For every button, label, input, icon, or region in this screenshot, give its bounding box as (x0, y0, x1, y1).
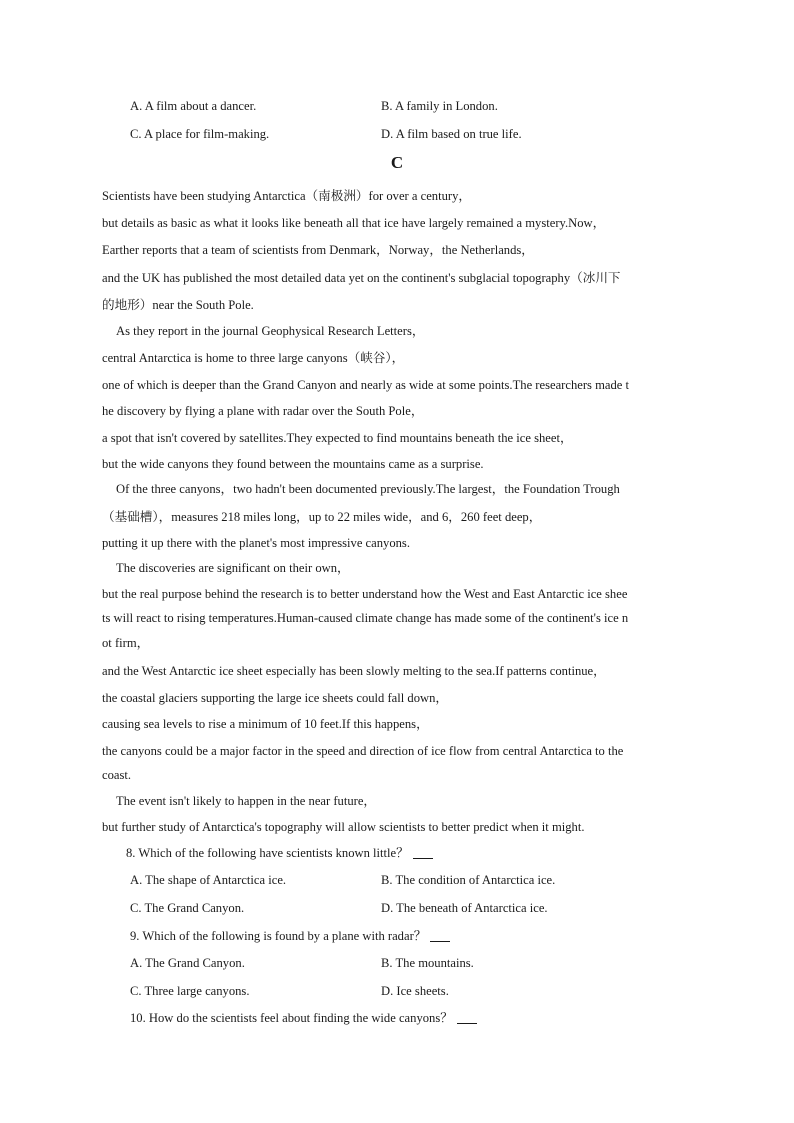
passage-line: ts will react to rising temperatures.Human-caused climate change has made some of the continent's ice n (102, 611, 629, 625)
passage-line: but the wide canyons they found between the mountains came as a surprise. (102, 457, 484, 471)
passage-line: The event isn't likely to happen in the near future， (116, 794, 377, 808)
question-8-option-d: D. The beneath of Antarctica ice. (381, 901, 548, 915)
passage-line: putting it up there with the planet's most impressive canyons. (102, 536, 410, 550)
passage-line: Of the three canyons，two hadn't been documented previously.The largest，the Foundation Trough (116, 482, 620, 496)
question-10-stem (130, 1010, 477, 1026)
passage-line: （基础槽），measures 218 miles long，up to 22 miles wide，and 6，260 feet deep， (102, 510, 542, 524)
passage-line: but the real purpose behind the research is to better understand how the West and East Antarctic ice shee (102, 587, 628, 601)
question-8-stem (126, 845, 433, 861)
question-9-option-c: C. Three large canyons. (130, 984, 250, 998)
passage-line: As they report in the journal Geophysical Research Letters， (116, 324, 425, 338)
question-text: 10. How do the scientists feel about finding the wide canyons？ (130, 1011, 453, 1025)
passage-line: he discovery by flying a plane with radar over the South Pole， (102, 404, 424, 418)
answer-blank[interactable] (430, 940, 450, 942)
passage-line: coast. (102, 768, 132, 782)
passage-line: causing sea levels to rise a minimum of 10 feet.If this happens， (102, 717, 429, 731)
passage-line: but further study of Antarctica's topography will allow scientists to better predict when it might. (102, 820, 585, 834)
passage-line: the coastal glaciers supporting the large ice sheets could fall down， (102, 691, 448, 705)
passage-line: The discoveries are significant on their own， (116, 561, 350, 575)
question-text: 9. Which of the following is found by a plane with radar？ (130, 929, 427, 943)
question-8-option-b: B. The condition of Antarctica ice. (381, 873, 556, 887)
passage-line: central Antarctica is home to three large canyons（峡谷）， (102, 351, 405, 365)
prev-option-c: C. A place for film-making. (130, 127, 270, 141)
passage-line: a spot that isn't covered by satellites.They expected to find mountains beneath the ice sheet， (102, 431, 573, 445)
passage-line: ot firm， (102, 636, 150, 650)
passage-line: the canyons could be a major factor in the speed and direction of ice flow from central Antarctica to the (102, 744, 624, 758)
question-8-option-c: C. The Grand Canyon. (130, 901, 245, 915)
answer-blank[interactable] (457, 1022, 477, 1024)
question-9-stem (130, 928, 450, 944)
passage-line: 的地形）near the South Pole. (102, 298, 254, 312)
answer-blank[interactable] (413, 857, 433, 859)
prev-option-b: B. A family in London. (381, 99, 498, 113)
passage-line: and the UK has published the most detailed data yet on the continent's subglacial topography（冰川下 (102, 271, 621, 285)
question-text: 8. Which of the following have scientists known little？ (126, 846, 409, 860)
section-heading: C (390, 153, 404, 172)
passage-line: and the West Antarctic ice sheet especially has been slowly melting to the sea.If patterns continue， (102, 664, 606, 678)
passage-line: one of which is deeper than the Grand Canyon and nearly as wide at some points.The researchers made t (102, 378, 630, 392)
passage-line: Earther reports that a team of scientists from Denmark，Norway，the Netherlands， (102, 243, 534, 257)
question-9-option-b: B. The mountains. (381, 956, 474, 970)
prev-option-a: A. A film about a dancer. (130, 99, 257, 113)
question-8-option-a: A. The shape of Antarctica ice. (130, 873, 287, 887)
prev-option-d: D. A film based on true life. (381, 127, 522, 141)
passage-line: but details as basic as what it looks like beneath all that ice have largely remained a mystery.Now， (102, 216, 606, 230)
question-9-option-a: A. The Grand Canyon. (130, 956, 245, 970)
passage-line: Scientists have been studying Antarctica（南极洲）for over a century， (102, 189, 471, 203)
question-9-option-d: D. Ice sheets. (381, 984, 449, 998)
